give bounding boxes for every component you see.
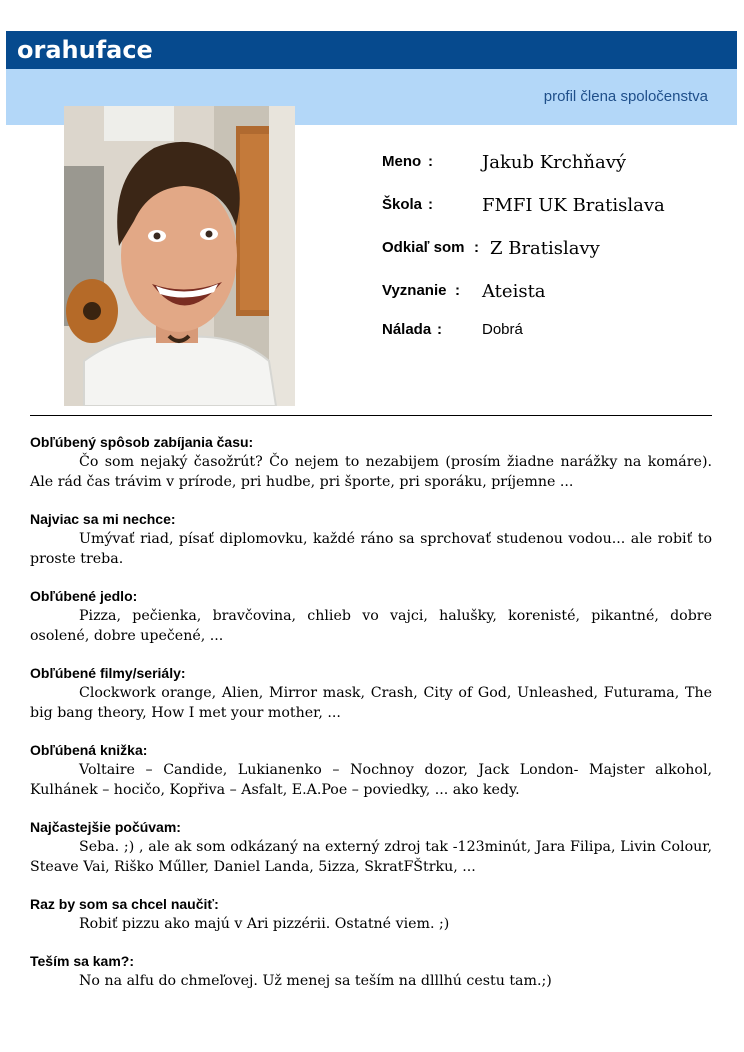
name-value: Jakub Krchňavý [482, 152, 627, 173]
section-title: Obľúbené filmy/seriály: [30, 665, 186, 681]
section-body: No na alfu do chmeľovej. Už menej sa teším na dlllhú cestu tam.;) [79, 973, 552, 989]
colon: : [437, 321, 442, 338]
section-body: Pizza, pečienka, bravčovina, chlieb vo vajci, halušky, korenisté, pikantné, dobre osolené, dobre upečené, ... [30, 608, 712, 644]
religion-value: Ateista [482, 281, 546, 302]
section-books [30, 740, 712, 800]
divider [30, 415, 712, 416]
colon: : [428, 196, 433, 213]
name-label: Meno [382, 153, 422, 170]
origin-label: Odkiaľ som [382, 239, 465, 256]
section-title: Raz by som sa chcel naučiť: [30, 896, 219, 912]
section-learn [30, 894, 712, 934]
section-title: Najčastejšie počúvam: [30, 819, 181, 835]
brand-title: orahuface [6, 31, 737, 69]
section-title: Teším sa kam?: [30, 953, 135, 969]
origin-value: Z Bratislavy [490, 238, 600, 259]
religion-label: Vyznanie [382, 282, 447, 299]
section-title: Obľúbené jedlo: [30, 588, 138, 604]
school-value: FMFI UK Bratislava [482, 195, 665, 216]
section-body: Voltaire – Candide, Lukianenko – Nochnoy dozor, Jack London- Majster alkohol, Kulhánek – hocičo, Kopřiva – Asfalt, E.A.Poe – poviedky, ... ako kedy. [30, 762, 712, 798]
section-body: Clockwork orange, Alien, Mirror mask, Crash, City of God, Unleashed, Futurama, The big bang theory, How I met your mother, ... [30, 685, 712, 721]
section-pastime [30, 432, 712, 492]
profile-sections [30, 432, 712, 1008]
colon: : [428, 153, 433, 170]
school-label: Škola [382, 196, 423, 213]
section-title: Obľúbený spôsob zabíjania času: [30, 434, 254, 450]
section-body: Robiť pizzu ako majú v Ari pizzérii. Ostatné viem. ;) [79, 916, 450, 932]
section-body: Čo som nejaký časožrút? Čo nejem to nezabijem (prosím žiadne narážky na komáre). Ale rád čas trávim v prírode, pri hudbe, pri športe, pri sporáku, príjemne ... [30, 454, 712, 490]
colon: : [455, 282, 460, 299]
section-music [30, 817, 712, 877]
subtitle-text: profil člena spoločenstva [543, 88, 708, 105]
section-body: Seba. ;) , ale ak som odkázaný na externý zdroj tak -123minút, Jara Filipa, Livin Colour, Steave Vai, Riško Műller, Daniel Landa, 5izza, SkratFŠtrku, ... [30, 839, 712, 875]
profile-photo [64, 106, 295, 406]
section-dislikes [30, 509, 712, 569]
section-body: Umývať riad, písať diplomovku, každé ráno sa sprchovať studenou vodou... ale robiť to proste treba. [30, 531, 712, 567]
colon: : [474, 239, 479, 256]
section-title: Obľúbená knižka: [30, 742, 148, 758]
mood-label: Nálada [382, 321, 432, 338]
section-looking-forward [30, 951, 712, 991]
section-title: Najviac sa mi nechce: [30, 511, 176, 527]
mood-value: Dobrá [482, 321, 523, 338]
section-food [30, 586, 712, 646]
section-movies [30, 663, 712, 723]
